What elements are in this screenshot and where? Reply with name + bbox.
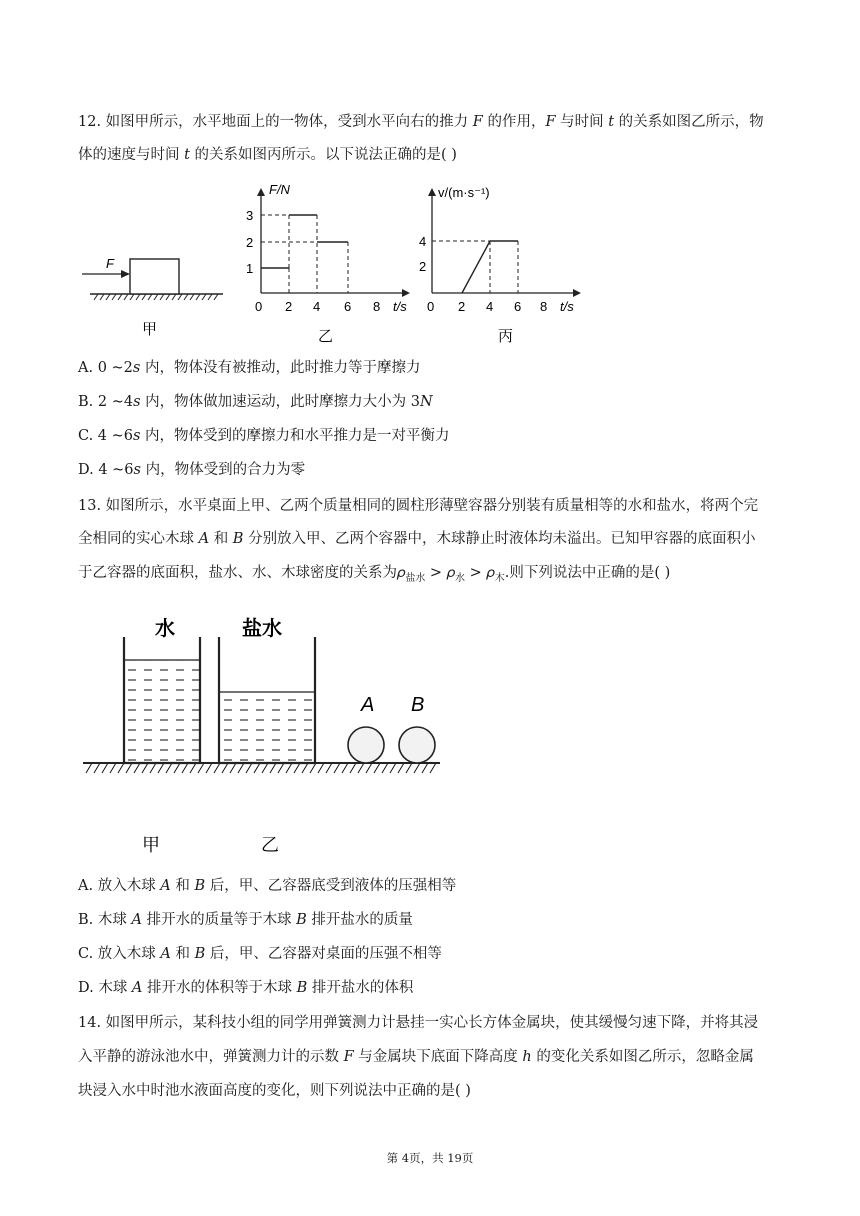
q12-figure-bing	[418, 180, 593, 350]
q12-option-d: D. 4 ~6𝑠 内，物体受到的合力为零	[78, 462, 306, 478]
q12-option-b: B. 2 ~4𝑠 内，物体做加速运动，此时摩擦力大小为 3𝑁	[78, 394, 433, 410]
q12-stem-line2: 体的速度与时间 𝑡 的关系如图丙所示。以下说法正确的是( )	[78, 147, 457, 163]
label-ball-b: B	[411, 694, 425, 716]
bing-xtick-0: 0	[427, 299, 435, 314]
bing-ytick-2: 2	[419, 259, 427, 274]
caption-jia: 甲	[142, 835, 160, 855]
q13-figure	[78, 605, 458, 870]
q13-option-c: C. 放入木球 𝐴 和 𝐵 后，甲、乙容器对桌面的压强不相等	[78, 946, 442, 962]
label-ball-a: A	[361, 694, 375, 716]
bing-ytick-4: 4	[419, 234, 427, 249]
q12-figure-jia	[80, 240, 240, 350]
q12-option-a: A. 0 ~2𝑠 内，物体没有被推动，此时推力等于摩擦力	[78, 360, 421, 376]
bing-xtick-6: 6	[514, 299, 522, 314]
yi-xtick-4: 4	[313, 299, 321, 314]
yi-xlabel: t/s	[393, 299, 407, 314]
bing-ylabel: v/(m·s⁻¹)	[438, 185, 490, 200]
bing-xtick-4: 4	[486, 299, 494, 314]
label-water: 水	[155, 618, 175, 640]
q14-stem-line3: 块浸入水中时池水液面高度的变化，则下列说法中正确的是( )	[78, 1083, 471, 1099]
q12-option-c: C. 4 ~6𝑠 内，物体受到的摩擦力和水平推力是一对平衡力	[78, 428, 450, 444]
yi-xtick-8: 8	[373, 299, 381, 314]
caption-yi: 乙	[318, 328, 334, 345]
ball-a	[348, 727, 384, 763]
q13-stem-line3: 于乙容器的底面积，盐水、水、木球密度的关系为𝜌$_{盐水}$ > 𝜌$_水$ > 𝜌$_木$.则下列说法中正确的是( )	[78, 565, 671, 584]
q14-stem-line1: 14. 如图甲所示，某科技小组的同学用弹簧测力计悬挂一实心长方体金属块，使其缓慢匀速下降，并将其浸	[78, 1015, 759, 1031]
ground-hatch	[86, 763, 436, 773]
caption-bing: 丙	[498, 328, 514, 345]
yi-xtick-0: 0	[255, 299, 263, 314]
bing-xlabel: t/s	[560, 299, 574, 314]
q13-option-b: B. 木球 𝐴 排开水的质量等于木球 𝐵 排开盐水的质量	[78, 912, 413, 928]
yi-ytick-1: 1	[246, 261, 254, 276]
yi-ytick-2: 2	[246, 235, 254, 250]
bing-xtick-2: 2	[458, 299, 466, 314]
q14-stem-line2: 入平静的游泳池水中，弹簧测力计的示数 𝐹 与金属块下底面下降高度 ℎ 的变化关系如图乙所示，忽略金属	[78, 1049, 754, 1065]
q12-stem-line1: 12. 如图甲所示，水平地面上的一物体，受到水平向右的推力 𝐹 的作用，𝐹 与时间 𝑡 的关系如图乙所示，物	[78, 114, 764, 130]
yi-xtick-6: 6	[344, 299, 352, 314]
salt-liquid	[219, 692, 315, 763]
label-salt-water: 盐水	[242, 618, 282, 640]
q13-stem-line2: 全相同的实心木球 𝐴 和 𝐵 分别放入甲、乙两个容器中，木球静止时液体均未溢出。已知甲容器的底面积小	[78, 531, 756, 547]
q13-option-d: D. 木球 𝐴 排开水的体积等于木球 𝐵 排开盐水的体积	[78, 980, 414, 996]
ball-b	[399, 727, 435, 763]
caption-yi: 乙	[261, 835, 279, 855]
page-footer: 第 4页，共 19页	[386, 1151, 474, 1165]
force-label: F	[106, 256, 114, 271]
water-liquid	[124, 660, 200, 763]
yi-xtick-2: 2	[285, 299, 293, 314]
q13-stem-line1: 13. 如图所示，水平桌面上甲、乙两个质量相同的圆柱形薄壁容器分别装有质量相等的水和盐水，将两个完	[78, 498, 759, 514]
q13-option-a: A. 放入木球 𝐴 和 𝐵 后，甲、乙容器底受到液体的压强相等	[78, 878, 457, 894]
yi-ylabel: F/N	[269, 182, 290, 197]
bing-xtick-8: 8	[540, 299, 548, 314]
q12-figure-yi	[245, 180, 420, 350]
caption-jia: 甲	[142, 321, 158, 338]
yi-ytick-3: 3	[246, 208, 254, 223]
block	[130, 259, 179, 294]
